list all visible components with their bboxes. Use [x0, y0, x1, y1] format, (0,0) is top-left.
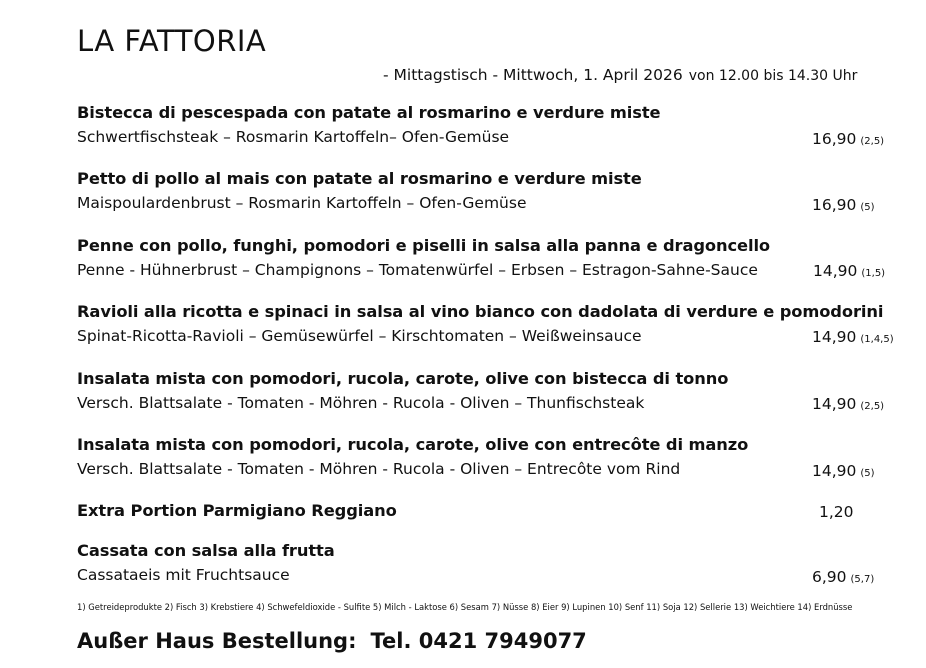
price-value: 14,90	[812, 395, 857, 413]
dessert-item	[77, 541, 907, 584]
dish-italian-name: Ravioli alla ricotta e spinaci in salsa al vino bianco con dadolata di verdure e pomodorini	[77, 302, 884, 321]
allergen-codes: (2,5)	[860, 136, 885, 147]
dish-price	[812, 130, 884, 148]
menu-item	[77, 103, 907, 146]
dish-italian-name: Petto di pollo al mais con patate al rosmarino e verdure miste	[77, 169, 642, 188]
dish-german-name: Schwertfischsteak – Rosmarin Kartoffeln– Ofen-Gemüse	[77, 128, 510, 146]
menu-date: - Mittagstisch - Mittwoch, 1. April 2026	[383, 66, 683, 84]
price-value: 16,90	[812, 130, 857, 148]
dish-price	[813, 262, 885, 280]
dish-italian-name: Insalata mista con pomodori, rucola, carote, olive con bistecca di tonno	[77, 369, 729, 388]
dish-price	[812, 462, 875, 480]
dish-italian-name: Bistecca di pescespada con patate al rosmarino e verdure miste	[77, 103, 661, 122]
menu-item	[77, 236, 907, 279]
menu-time: von 12.00 bis 14.30 Uhr	[688, 68, 858, 84]
allergen-codes: (5)	[860, 202, 875, 213]
price-value: 16,90	[812, 196, 857, 214]
allergen-codes: (1,5)	[861, 268, 886, 279]
dish-german-name: Penne - Hühnerbrust – Champignons – Tomatenwürfel – Erbsen – Estragon-Sahne-Sauce	[77, 261, 758, 279]
dish-german-name: Spinat-Ricotta-Ravioli – Gemüsewürfel – Kirschtomaten – Weißweinsauce	[77, 327, 642, 345]
order-label: Außer Haus Bestellung:	[77, 629, 357, 653]
dish-italian-name: Insalata mista con pomodori, rucola, carote, olive con entrecôte di manzo	[77, 435, 749, 454]
price-value: 14,90	[813, 262, 858, 280]
menu-item	[77, 169, 907, 212]
allergen-legend: 1) Getreideprodukte 2) Fisch 3) Krebstiere 4) Schwefeldioxide - Sulfite 5) Milch - Laktose 6) Sesam 7) Nüsse 8) Eier 9) Lupinen 10) Senf 11) Soja 12) Sellerie 13) Weichtiere 14) Erdnüsse	[77, 602, 853, 612]
price-value: 14,90	[812, 328, 857, 346]
phone-number[interactable]: Tel. 0421 7949077	[370, 629, 587, 653]
price-value: 6,90	[812, 568, 847, 586]
dessert-german-name: Cassataeis mit Fruchtsauce	[77, 566, 290, 584]
allergen-codes: (5)	[860, 468, 875, 479]
dish-german-name: Maispoulardenbrust – Rosmarin Kartoffeln – Ofen-Gemüse	[77, 194, 527, 212]
allergen-codes: (2,5)	[860, 401, 885, 412]
menu-item	[77, 435, 907, 478]
allergen-codes: (1,4,5)	[860, 334, 894, 345]
extra-label: Extra Portion Parmigiano Reggiano	[77, 501, 397, 520]
menu-item	[77, 302, 907, 345]
extra-item	[77, 501, 907, 520]
menu-date-line	[383, 66, 857, 84]
dessert-price	[812, 568, 874, 586]
menu-item	[77, 369, 907, 412]
price-value: 14,90	[812, 462, 857, 480]
dish-price	[812, 395, 884, 413]
dish-italian-name: Penne con pollo, funghi, pomodori e piselli in salsa alla panna e dragoncello	[77, 236, 771, 255]
dish-german-name: Versch. Blattsalate - Tomaten - Möhren - Rucola - Oliven – Entrecôte vom Rind	[77, 460, 681, 478]
takeaway-order-line	[77, 629, 587, 653]
restaurant-title: LA FATTORIA	[77, 24, 267, 58]
extra-price: 1,20	[819, 503, 854, 521]
allergen-codes: (5,7)	[850, 574, 875, 585]
dish-price	[812, 328, 894, 346]
dish-price	[812, 196, 875, 214]
dish-german-name: Versch. Blattsalate - Tomaten - Möhren - Rucola - Oliven – Thunfischsteak	[77, 394, 645, 412]
dessert-italian-name: Cassata con salsa alla frutta	[77, 541, 335, 560]
